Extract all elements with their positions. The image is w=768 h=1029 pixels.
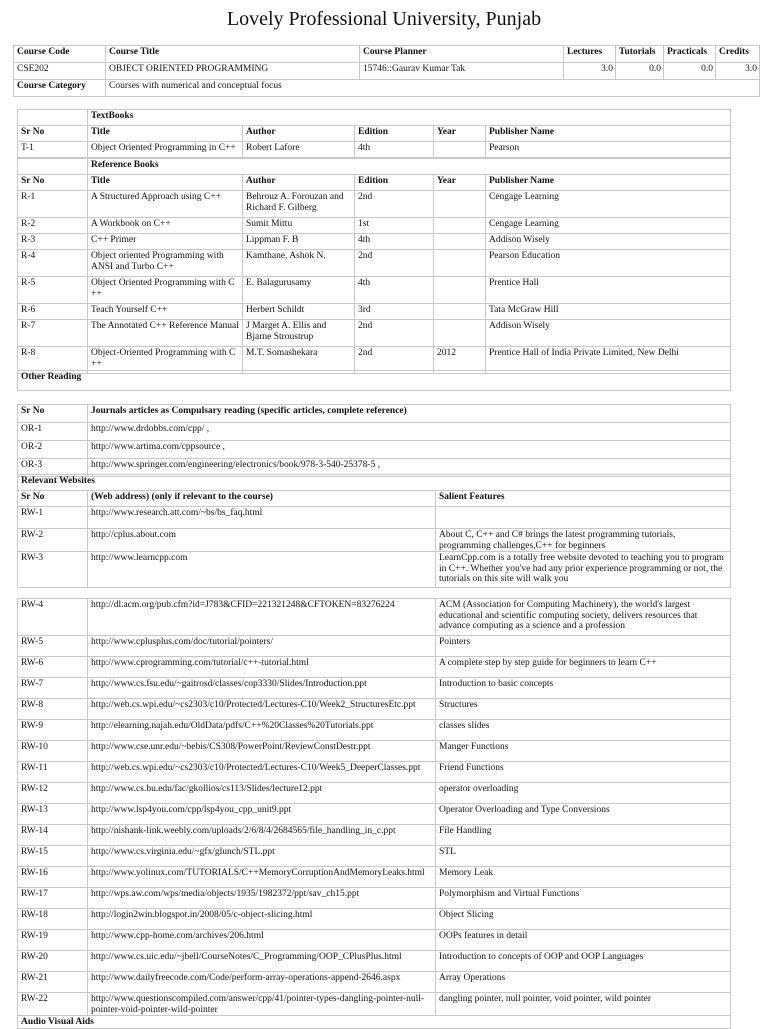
- table-row: [18, 951, 731, 972]
- website-srno: RW-19: [18, 930, 88, 951]
- website-features: About C, C++ and C# brings the latest programming tutorials, programming challenges,C++ for beginners: [436, 529, 731, 552]
- website-url[interactable]: http://nishank-link.weebly.com/uploads/2/6/8/4/2684565/file_handling_in_c.ppt: [88, 825, 436, 846]
- websites-srno-header: Sr No: [18, 491, 88, 507]
- reference-srno-header: Sr No: [18, 175, 88, 191]
- ref-year: [434, 304, 486, 320]
- course-category-label: Course Category: [14, 80, 106, 97]
- ref-publisher: Pearson Education: [486, 250, 731, 277]
- website-url[interactable]: http://www.cs.uic.edu/~jbell/CourseNotes/C_Programming/OOP_CPlusPlus.html: [88, 951, 436, 972]
- website-srno: RW-12: [18, 783, 88, 804]
- textbooks-author-header: Author: [243, 126, 355, 142]
- reference-edition-header: Edition: [355, 175, 434, 191]
- ref-author: M.T. Somashekara: [243, 347, 355, 374]
- website-url[interactable]: http://www.cprogramming.com/tutorial/c++-tutorial.html: [88, 657, 436, 678]
- ref-author: Behrouz A. Forouzan and Richard F. Gilberg: [243, 191, 355, 218]
- other-reading-table: [17, 370, 731, 477]
- ref-publisher: Addison Wisely: [486, 320, 731, 347]
- other-reading-desc-header: Journals articles as Compulsary reading (specific articles, complete reference): [88, 405, 731, 423]
- website-srno: RW-17: [18, 888, 88, 909]
- ref-title: Teach Yourself C++: [88, 304, 243, 320]
- ref-year: [434, 250, 486, 277]
- website-features: Friend Functions: [436, 762, 731, 783]
- website-features: Array Operations: [436, 972, 731, 993]
- ref-publisher: Cengage Learning: [486, 218, 731, 234]
- website-srno: RW-14: [18, 825, 88, 846]
- ref-year: [434, 218, 486, 234]
- ref-publisher: Prentice Hall: [486, 277, 731, 304]
- table-row: [18, 867, 731, 888]
- other-reading-ref[interactable]: http://www.artima.com/cppsource ,: [88, 441, 731, 459]
- website-features: Introduction to concepts of OOP and OOP Languages: [436, 951, 731, 972]
- website-features: OOPs features in detail: [436, 930, 731, 951]
- website-features: [436, 507, 731, 529]
- website-features: Introduction to basic concepts: [436, 678, 731, 699]
- practicals-header: Practicals: [664, 46, 716, 63]
- lectures-value: 3.0: [564, 63, 616, 80]
- website-url[interactable]: http://www.dailyfreecode.com/Code/perform-array-operations-append-2646.aspx: [88, 972, 436, 993]
- textbook-row: [18, 142, 731, 158]
- table-row: [18, 804, 731, 825]
- ref-srno: R-1: [18, 191, 88, 218]
- table-row: [18, 529, 731, 552]
- website-url[interactable]: http://www.lsp4you.com/cpp/lsp4you_cpp_unit9.ppt: [88, 804, 436, 825]
- website-features: Polymorphism and Virtual Functions: [436, 888, 731, 909]
- website-url[interactable]: http://www.yolinux.com/TUTORIALS/C++MemoryCorruptionAndMemoryLeaks.html: [88, 867, 436, 888]
- ref-edition: 3rd: [355, 304, 434, 320]
- website-features: classes slides: [436, 720, 731, 741]
- lectures-header: Lectures: [564, 46, 616, 63]
- website-url[interactable]: http://www.questionscompiled.com/answer/cpp/41/pointer-types-dangling-pointer-null-pointer-void-pointer-wild-pointer: [88, 993, 436, 1016]
- table-row: [18, 720, 731, 741]
- course-planner: 15746::Gaurav Kumar Tak: [360, 63, 564, 80]
- ref-edition: 4th: [355, 277, 434, 304]
- website-srno: RW-16: [18, 867, 88, 888]
- website-url[interactable]: http://web.cs.wpi.edu/~cs2303/c10/Protected/Lectures-C10/Week5_DeeperClasses.ppt: [88, 762, 436, 783]
- ref-year: [434, 191, 486, 218]
- ref-edition: 4th: [355, 234, 434, 250]
- tutorials-value: 0.0: [616, 63, 664, 80]
- website-features: ACM (Association for Computing Machinery), the world's largest educational and scientific computing society, delivers resources that advance computing as a science and a profession: [436, 599, 731, 636]
- website-url[interactable]: http://www.cs.bu.edu/fac/gkollios/cs113/Slides/lecture12.ppt: [88, 783, 436, 804]
- website-url[interactable]: http://login2win.blogspot.in/2008/05/c-object-slicing.html: [88, 909, 436, 930]
- website-srno: RW-9: [18, 720, 88, 741]
- website-features: Structures: [436, 699, 731, 720]
- course-planner-header: Course Planner: [360, 46, 564, 63]
- other-reading-srno: OR-2: [18, 441, 88, 459]
- website-srno: RW-15: [18, 846, 88, 867]
- tutorials-header: Tutorials: [616, 46, 664, 63]
- ref-title: Object Oriented Programming with C ++: [88, 277, 243, 304]
- credits-value: 3.0: [716, 63, 760, 80]
- website-features: dangling pointer, null pointer, void pointer, wild pointer: [436, 993, 731, 1016]
- course-title: OBJECT ORIENTED PROGRAMMING: [106, 63, 360, 80]
- ref-author: E. Balagurusamy: [243, 277, 355, 304]
- ref-publisher: Addison Wisely: [486, 234, 731, 250]
- table-row: [18, 599, 731, 636]
- website-url[interactable]: http://www.cplusplus.com/doc/tutorial/pointers/: [88, 636, 436, 657]
- other-reading-srno: OR-1: [18, 423, 88, 441]
- website-url[interactable]: http://www.cpp-home.com/archives/206.html: [88, 930, 436, 951]
- reference-books-heading: Reference Books: [88, 159, 731, 175]
- course-title-header: Course Title: [106, 46, 360, 63]
- ref-edition: 2nd: [355, 191, 434, 218]
- table-row: [18, 234, 731, 250]
- table-row: [18, 699, 731, 720]
- ref-srno: R-7: [18, 320, 88, 347]
- textbook-author: Robert Lafore: [243, 142, 355, 158]
- table-row: [18, 218, 731, 234]
- table-row: [18, 846, 731, 867]
- website-url[interactable]: http://www.cs.virginia.edu/~gfx/glunch/STL.ppt: [88, 846, 436, 867]
- textbooks-publisher-header: Publisher Name: [486, 126, 731, 142]
- table-row: [18, 552, 731, 588]
- ref-srno: R-8: [18, 347, 88, 374]
- relevant-websites-table: [17, 474, 731, 588]
- website-srno: RW-13: [18, 804, 88, 825]
- table-row: [18, 909, 731, 930]
- ref-year: [434, 234, 486, 250]
- table-row: [18, 741, 731, 762]
- table-row: [18, 320, 731, 347]
- ref-edition: 2nd: [355, 250, 434, 277]
- website-srno: RW-5: [18, 636, 88, 657]
- website-srno: RW-22: [18, 993, 88, 1016]
- reference-year-header: Year: [434, 175, 486, 191]
- table-row: [18, 277, 731, 304]
- website-srno: RW-2: [18, 529, 88, 552]
- website-url[interactable]: http://www.research.att.com/~bs/bs_faq.html: [88, 507, 436, 529]
- textbooks-heading: TextBooks: [88, 110, 731, 126]
- website-srno: RW-1: [18, 507, 88, 529]
- practicals-value: 0.0: [664, 63, 716, 80]
- ref-title: A Structured Approach using C++: [88, 191, 243, 218]
- ref-edition: 2nd: [355, 320, 434, 347]
- ref-year: [434, 277, 486, 304]
- page-title: Lovely Professional University, Punjab: [226, 8, 542, 30]
- textbook-edition: 4th: [355, 142, 434, 158]
- textbook-srno: T-1: [18, 142, 88, 158]
- website-features: STL: [436, 846, 731, 867]
- textbooks-table: [17, 109, 731, 158]
- reference-publisher-header: Publisher Name: [486, 175, 731, 191]
- ref-edition: 1st: [355, 218, 434, 234]
- credits-header: Credits: [716, 46, 760, 63]
- ref-year: 2012: [434, 347, 486, 374]
- table-row: [18, 678, 731, 699]
- textbooks-edition-header: Edition: [355, 126, 434, 142]
- ref-title: Object oriented Programming with ANSI and Turbo C++: [88, 250, 243, 277]
- other-reading-srno: OR-3: [18, 459, 88, 477]
- course-info-table: [13, 45, 760, 97]
- website-features: operator overloading: [436, 783, 731, 804]
- website-srno: RW-7: [18, 678, 88, 699]
- ref-author: Lippman F. B: [243, 234, 355, 250]
- other-reading-ref[interactable]: http://www.springer.com/engineering/electronics/book/978-3-540-25378-5 ,: [88, 459, 731, 477]
- website-srno: RW-21: [18, 972, 88, 993]
- reference-books-table: [17, 158, 731, 374]
- ref-title: Object-Oriented Programming with C ++: [88, 347, 243, 374]
- course-category: Courses with numerical and conceptual focus: [106, 80, 760, 97]
- ref-srno: R-2: [18, 218, 88, 234]
- ref-title: A Workbook on C++: [88, 218, 243, 234]
- website-features: Operator Overloading and Type Conversions: [436, 804, 731, 825]
- website-srno: RW-11: [18, 762, 88, 783]
- table-row: [18, 636, 731, 657]
- table-row: [18, 783, 731, 804]
- course-code: CSE202: [14, 63, 106, 80]
- table-row: [18, 657, 731, 678]
- website-srno: RW-10: [18, 741, 88, 762]
- website-srno: RW-3: [18, 552, 88, 588]
- textbook-publisher: Pearson: [486, 142, 731, 158]
- ref-title: C++ Primer: [88, 234, 243, 250]
- website-features: File Handling: [436, 825, 731, 846]
- ref-edition: 2nd: [355, 347, 434, 374]
- website-url[interactable]: http://cplus.about.com: [88, 529, 436, 552]
- website-url[interactable]: http://www.cse.unr.edu/~bebis/CS308/PowerPoint/ReviewConstDestr.ppt: [88, 741, 436, 762]
- website-url[interactable]: http://www.learncpp.com: [88, 552, 436, 588]
- relevant-websites-table-continued: [17, 598, 731, 1029]
- table-row: [18, 762, 731, 783]
- website-url[interactable]: http://www.cs.fsu.edu/~gaitrosd/classes/cop3330/Slides/Introduction.ppt: [88, 678, 436, 699]
- textbook-title: Object Oriented Programming in C++: [88, 142, 243, 158]
- ref-publisher: Tata McGraw Hill: [486, 304, 731, 320]
- table-row: [18, 304, 731, 320]
- other-reading-heading: Other Reading: [18, 371, 731, 391]
- other-reading-ref[interactable]: http://www.drdobbs.com/cpp/ ,: [88, 423, 731, 441]
- website-features: Manger Functions: [436, 741, 731, 762]
- website-srno: RW-20: [18, 951, 88, 972]
- textbook-year: [434, 142, 486, 158]
- table-row: [18, 930, 731, 951]
- table-row: [18, 423, 731, 441]
- ref-year: [434, 320, 486, 347]
- table-row: [18, 441, 731, 459]
- reference-title-header: Title: [88, 175, 243, 191]
- website-srno: RW-6: [18, 657, 88, 678]
- website-features: A complete step by step guide for beginners to learn C++: [436, 657, 731, 678]
- table-row: [18, 993, 731, 1016]
- websites-heading: Relevant Websites: [18, 475, 731, 491]
- website-srno: RW-8: [18, 699, 88, 720]
- course-code-header: Course Code: [14, 46, 106, 63]
- website-url[interactable]: http://dl.acm.org/pub.cfm?id=J783&CFID=221321248&CFTOKEN=83276224: [88, 599, 436, 636]
- textbooks-srno-header: Sr No: [18, 126, 88, 142]
- audio-visual-heading: Audio Visual Aids: [18, 1016, 731, 1029]
- websites-web-header: (Web address) (only if relevant to the course): [88, 491, 436, 507]
- other-reading-srno-header: Sr No: [18, 405, 88, 423]
- ref-author: J Marget A. Ellis and Bjarne Stroustrup: [243, 320, 355, 347]
- website-url[interactable]: http://elearning.najah.edu/OldData/pdfs/C++%20Classes%20Tutorials.ppt: [88, 720, 436, 741]
- ref-author: Kamthane, Ashok N.: [243, 250, 355, 277]
- table-row: [18, 888, 731, 909]
- table-row: [18, 191, 731, 218]
- textbooks-year-header: Year: [434, 126, 486, 142]
- websites-features-header: Salient Features: [436, 491, 731, 507]
- website-url[interactable]: http://web.cs.wpi.edu/~cs2303/c10/Protected/Lectures-C10/Week2_StructuresEtc.ppt: [88, 699, 436, 720]
- website-features: Object Slicing: [436, 909, 731, 930]
- ref-publisher: Prentice Hall of India Private Limited, New Delhi: [486, 347, 731, 374]
- ref-publisher: Cengage Learning: [486, 191, 731, 218]
- table-row: [18, 250, 731, 277]
- reference-author-header: Author: [243, 175, 355, 191]
- ref-author: Sumit Mittu: [243, 218, 355, 234]
- ref-author: Herbert Schildt: [243, 304, 355, 320]
- website-srno: RW-4: [18, 599, 88, 636]
- table-row: [18, 507, 731, 529]
- website-features: Pointers: [436, 636, 731, 657]
- ref-srno: R-3: [18, 234, 88, 250]
- table-row: [18, 972, 731, 993]
- ref-srno: R-6: [18, 304, 88, 320]
- ref-srno: R-5: [18, 277, 88, 304]
- website-features: Memory Leak: [436, 867, 731, 888]
- website-url[interactable]: http://wps.aw.com/wps/media/objects/1935/1982372/ppt/sav_ch15.ppt: [88, 888, 436, 909]
- website-srno: RW-18: [18, 909, 88, 930]
- ref-srno: R-4: [18, 250, 88, 277]
- website-features: LearnCpp.com is a totally free website devoted to teaching you to program in C++. Whether you've had any prior experience programming or not, the tutorials on this site will walk you: [436, 552, 731, 588]
- table-row: [18, 825, 731, 846]
- ref-title: The Annotated C++ Reference Manual: [88, 320, 243, 347]
- textbooks-title-header: Title: [88, 126, 243, 142]
